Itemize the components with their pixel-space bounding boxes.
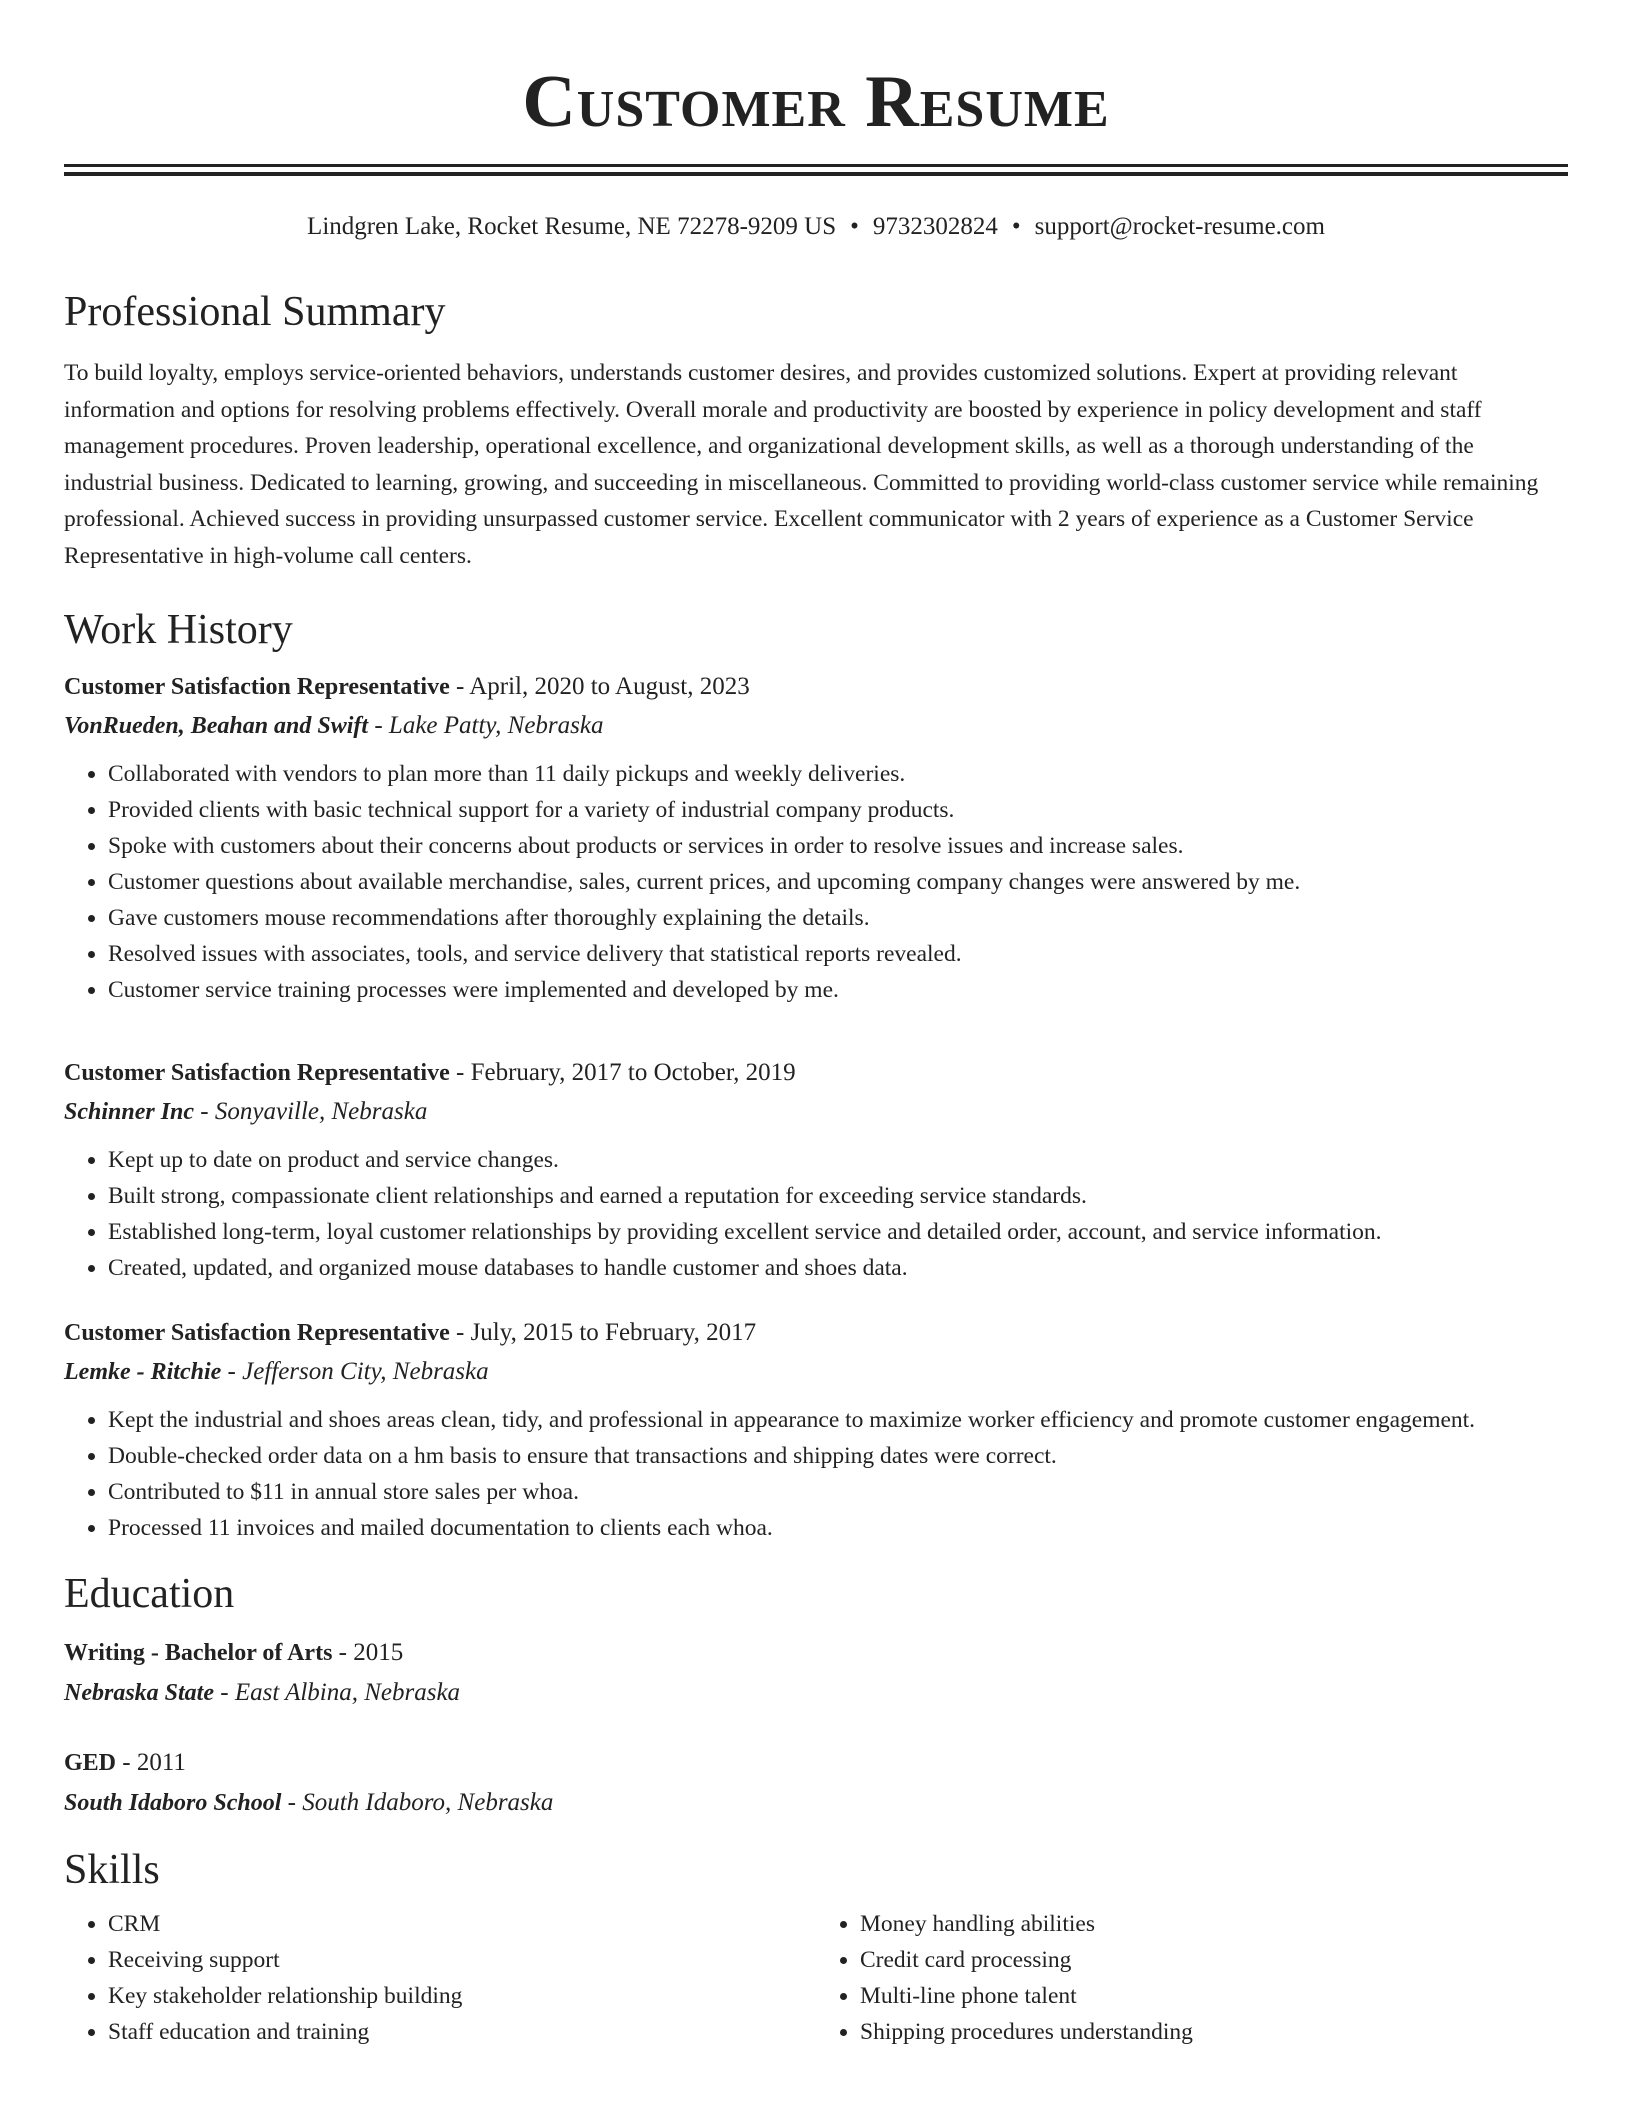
summary-text: To build loyalty, employs service-oriented behaviors, understands customer desires, and provides customized solutions. Expert at providing relevant information and options for resolving problems effectively. Overall morale and productivity are boosted by experience in policy development and staff management procedures. Proven leadership, operational excellence, and organizational development skills, as well as a thorough understanding of the industrial business. Dedicated to learning, growing, and succeeding in miscellaneous. Committed to providing world-class customer service while remaining professional. Achieved success in providing unsurpassed customer service. Excellent communicator with 2 years of experience as a Customer Service Representative in high-volume call centers. xyxy=(64,360,1539,569)
education-degree: Writing - Bachelor of Arts xyxy=(64,1640,333,1666)
list-item: • Credit card processing xyxy=(860,1942,1568,1978)
list-item: • Processed 11 invoices and mailed documentation to clients each whoa. xyxy=(108,1510,1568,1546)
job-location: Jefferson City, Nebraska xyxy=(242,1358,489,1385)
job-dash: - xyxy=(368,712,389,739)
education-year: 2015 xyxy=(353,1639,404,1666)
job-header xyxy=(64,1054,1568,1092)
education-header xyxy=(64,1744,1568,1782)
contact-separator: • xyxy=(850,213,859,240)
job-title: Customer Satisfaction Representative xyxy=(64,674,450,700)
job-dash: - xyxy=(194,1098,215,1125)
skills-column-right xyxy=(816,1906,1568,2050)
contact-separator: • xyxy=(1011,213,1021,240)
job-dash: - xyxy=(221,1358,243,1385)
job-dates: February, 2017 to October, 2019 xyxy=(470,1059,796,1086)
education-school-line xyxy=(64,1782,1568,1824)
list-item: • Customer service training processes were implemented and developed by me. xyxy=(108,972,1568,1008)
list-item: • Receiving support xyxy=(108,1942,816,1978)
contact-line xyxy=(64,212,1568,242)
list-item: • Spoke with customers about their concerns about products or services in order to resolve issues and increase sales. xyxy=(108,828,1568,864)
education-school: Nebraska State xyxy=(64,1680,214,1706)
education-year: 2011 xyxy=(136,1749,186,1776)
contact-phone: 9732302824 xyxy=(872,213,998,240)
education-entry xyxy=(64,1634,1568,1714)
job-title: Customer Satisfaction Representative xyxy=(64,1320,450,1346)
list-item: • Double-checked order data on a hm basis to ensure that transactions and shipping dates were correct. xyxy=(108,1438,1568,1474)
list-item: • Resolved issues with associates, tools, and service delivery that statistical reports revealed. xyxy=(108,936,1568,972)
education-degree: GED xyxy=(64,1750,117,1776)
education-dash: - xyxy=(116,1749,137,1776)
job-employer xyxy=(64,706,1568,746)
list-item: • Kept up to date on product and service changes. xyxy=(108,1142,1568,1178)
list-item: • Shipping procedures understanding xyxy=(860,2014,1568,2050)
job-entry xyxy=(64,1054,1568,1286)
job-dash: - xyxy=(449,673,470,700)
list-item: • CRM xyxy=(108,1906,816,1942)
job-title: Customer Satisfaction Representative xyxy=(64,1060,450,1086)
job-company: Lemke - Ritchie xyxy=(64,1359,222,1385)
job-spacer xyxy=(64,1008,1568,1044)
list-item: • Provided clients with basic technical support for a variety of industrial company products. xyxy=(108,792,1568,828)
list-item: • Gave customers mouse recommendations after thoroughly explaining the details. xyxy=(108,900,1568,936)
list-item: • Multi-line phone talent xyxy=(860,1978,1568,2014)
education-header xyxy=(64,1634,1568,1672)
education-entry xyxy=(64,1744,1568,1824)
job-entry xyxy=(64,668,1568,1008)
job-dash: - xyxy=(449,1059,471,1086)
list-item: • Staff education and training xyxy=(108,2014,816,2050)
job-spacer xyxy=(64,1286,1568,1304)
job-entry xyxy=(64,1314,1568,1546)
skills-grid xyxy=(64,1906,1568,2050)
job-company: VonRueden, Beahan and Swift xyxy=(64,713,369,739)
job-bullet-list xyxy=(64,756,1568,1008)
job-dates: April, 2020 to August, 2023 xyxy=(469,673,750,700)
list-item: • Kept the industrial and shoes areas clean, tidy, and professional in appearance to maximize worker efficiency and promote customer engagement. xyxy=(108,1402,1568,1438)
education-location: East Albina, Nebraska xyxy=(234,1679,461,1706)
job-header xyxy=(64,668,1568,706)
job-location: Lake Patty, Nebraska xyxy=(388,712,604,739)
list-item: • Built strong, compassionate client relationships and earned a reputation for exceeding service standards. xyxy=(108,1178,1568,1214)
education-heading: Education xyxy=(64,1571,235,1617)
summary-heading: Professional Summary xyxy=(64,289,446,335)
skills-column-left xyxy=(64,1906,816,2050)
job-employer xyxy=(64,1092,1568,1132)
contact-address: Lindgren Lake, Rocket Resume, NE 72278-9209 US xyxy=(307,213,837,240)
job-employer xyxy=(64,1352,1568,1392)
job-dates: July, 2015 to February, 2017 xyxy=(470,1319,757,1346)
list-item: • Key stakeholder relationship building xyxy=(108,1978,816,2014)
list-item: • Money handling abilities xyxy=(860,1906,1568,1942)
job-bullet-list xyxy=(64,1402,1568,1546)
work-history-heading: Work History xyxy=(64,607,293,653)
education-location: South Idaboro, Nebraska xyxy=(302,1789,554,1816)
education-dash: - xyxy=(214,1679,235,1706)
education-dash: - xyxy=(281,1789,303,1816)
skills-heading: Skills xyxy=(64,1847,160,1893)
job-company: Schinner Inc xyxy=(64,1099,195,1125)
resume-name: Customer Resume xyxy=(522,61,1110,143)
contact-email: support@rocket-resume.com xyxy=(1034,213,1325,240)
list-item: • Created, updated, and organized mouse databases to handle customer and shoes data. xyxy=(108,1250,1568,1286)
list-item: • Collaborated with vendors to plan more than 11 daily pickups and weekly deliveries. xyxy=(108,756,1568,792)
list-item: • Customer questions about available merchandise, sales, current prices, and upcoming company changes were answered by me. xyxy=(108,864,1568,900)
education-dash: - xyxy=(332,1639,354,1666)
job-location: Sonyaville, Nebraska xyxy=(214,1098,428,1125)
job-bullet-list xyxy=(64,1142,1568,1286)
header-double-rule xyxy=(64,164,1568,176)
job-dash: - xyxy=(449,1319,471,1346)
list-item: • Established long-term, loyal customer relationships by providing excellent service and detailed order, account, and service information. xyxy=(108,1214,1568,1250)
education-school: South Idaboro School xyxy=(64,1790,282,1816)
list-item: • Contributed to $11 in annual store sales per whoa. xyxy=(108,1474,1568,1510)
job-header xyxy=(64,1314,1568,1352)
education-school-line xyxy=(64,1672,1568,1714)
